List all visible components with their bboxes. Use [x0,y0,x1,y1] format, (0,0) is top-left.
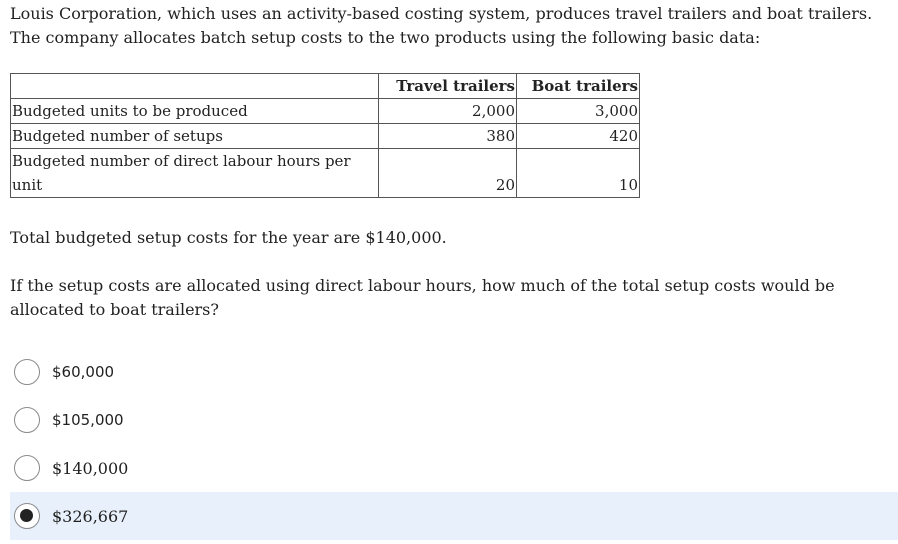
table-header-travel-trailers: Travel trailers [379,74,517,99]
row-label: Budgeted number of direct labour hours per unit [11,149,379,198]
data-table [10,73,640,198]
radio-button-selected[interactable] [14,503,40,529]
question-intro: Louis Corporation, which uses an activity-based costing system, produces travel trailers and boat trailers. The company allocates batch setup costs to the two products using the following basic data: [10,4,873,47]
table-row [11,99,640,124]
answer-options [10,348,898,540]
travel-value: 20 [379,149,517,198]
row-label: Budgeted number of setups [11,124,379,149]
answer-option-2[interactable] [10,396,898,444]
travel-value: 2,000 [379,99,517,124]
answer-option-4[interactable] [10,492,898,540]
table-header-row [11,74,640,99]
answer-option-3[interactable] [10,444,898,492]
travel-value: 380 [379,124,517,149]
answer-option-1[interactable] [10,348,898,396]
option-label: $60,000 [52,363,115,381]
table-row [11,124,640,149]
radio-button[interactable] [14,455,40,481]
question-prompt: If the setup costs are allocated using direct labour hours, how much of the total setup costs would be allocated to boat trailers? [10,276,835,319]
option-label: $140,000 [52,458,129,478]
radio-button[interactable] [14,407,40,433]
row-label: Budgeted units to be produced [11,99,379,124]
total-costs-text: Total budgeted setup costs for the year are $140,000. [10,228,447,247]
radio-button[interactable] [14,359,40,385]
boat-value: 10 [517,149,640,198]
table-row [11,149,640,198]
table-header-empty [11,74,379,99]
option-label: $105,000 [52,411,124,429]
boat-value: 3,000 [517,99,640,124]
option-label: $326,667 [52,506,129,526]
table-header-boat-trailers: Boat trailers [517,74,640,99]
boat-value: 420 [517,124,640,149]
